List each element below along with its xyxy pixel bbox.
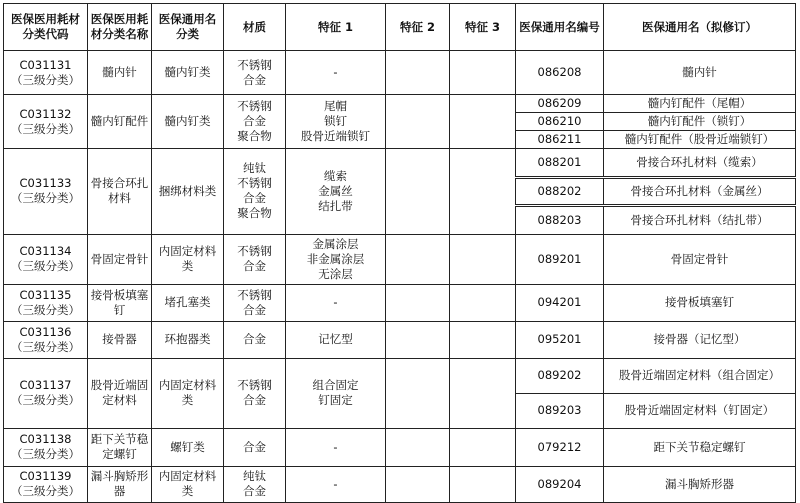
feature1-cell-line: 钉固定 xyxy=(318,393,353,408)
generic-name-cell: 接骨板填塞钉 xyxy=(604,284,796,321)
generic-code-cell: 089201 xyxy=(516,234,604,284)
name-cell: 接骨板填塞钉 xyxy=(88,284,152,321)
generic-code-cell: 088201 xyxy=(516,149,604,178)
feature1-cell-line: 金属涂层 xyxy=(312,236,359,251)
feature1-cell-line: 无涂层 xyxy=(318,266,353,281)
name-cell: 股骨近端固定材料 xyxy=(88,358,152,428)
table-row xyxy=(4,358,796,393)
generic-name-cell: 髓内钉配件（尾帽） xyxy=(604,95,796,113)
feature1-cell xyxy=(286,358,386,428)
code-cell-line: C031132 xyxy=(19,106,72,121)
material-cell xyxy=(224,428,286,466)
code-cell xyxy=(4,234,88,284)
category-cell: 髓内钉类 xyxy=(152,95,224,149)
feature1-cell-line: 金属丝 xyxy=(318,183,353,198)
material-cell xyxy=(224,51,286,95)
material-cell-line: 不锈钢 xyxy=(237,99,272,113)
code-cell-line: （三级分类） xyxy=(11,121,80,136)
feature1-cell-line: 记忆型 xyxy=(318,332,353,347)
name-cell: 接骨器 xyxy=(88,321,152,358)
feature3-cell xyxy=(450,234,516,284)
generic-code-cell: 089202 xyxy=(516,358,604,393)
code-cell xyxy=(4,321,88,358)
material-cell xyxy=(224,466,286,502)
generic-name-cell: 骨接合环扎材料（金属丝） xyxy=(604,177,796,206)
feature1-cell-line: 锁钉 xyxy=(324,114,347,128)
code-cell xyxy=(4,428,88,466)
table-body xyxy=(4,51,796,503)
code-cell-line: C031138 xyxy=(19,432,72,447)
generic-code-cell: 089204 xyxy=(516,466,604,502)
feature1-cell-line: 非金属涂层 xyxy=(306,251,365,266)
classification-table xyxy=(3,3,796,503)
header-code: 医保医用耗材分类代码 xyxy=(4,4,88,51)
feature2-cell xyxy=(386,149,450,235)
table-row xyxy=(4,284,796,321)
category-cell: 环抱器类 xyxy=(152,321,224,358)
generic-name-cell: 骨接合环扎材料（缆索） xyxy=(604,149,796,178)
feature3-cell xyxy=(450,466,516,502)
material-cell-line: 不锈钢 xyxy=(237,57,272,72)
feature1-cell xyxy=(286,51,386,95)
feature3-cell xyxy=(450,321,516,358)
name-cell: 髓内针 xyxy=(88,51,152,95)
generic-code-cell: 088203 xyxy=(516,206,604,235)
material-cell-line: 合金 xyxy=(243,259,266,274)
generic-code-cell: 086210 xyxy=(516,113,604,131)
feature1-cell xyxy=(286,149,386,235)
generic-name-cell: 接骨器（记忆型） xyxy=(604,321,796,358)
generic-code-cell: 086211 xyxy=(516,131,604,149)
category-cell: 髓内钉类 xyxy=(152,51,224,95)
code-cell xyxy=(4,358,88,428)
generic-name-cell: 股骨近端固定材料（钉固定） xyxy=(604,393,796,428)
material-cell-line: 纯钛 xyxy=(243,469,266,484)
feature3-cell xyxy=(450,284,516,321)
feature2-cell xyxy=(386,51,450,95)
header-generic-name: 医保通用名（拟修订） xyxy=(604,4,796,51)
generic-name-cell: 髓内钉配件（锁钉） xyxy=(604,113,796,131)
generic-name-cell: 距下关节稳定螺钉 xyxy=(604,428,796,466)
code-cell-line: C031131 xyxy=(19,57,72,72)
header-name: 医保医用耗材分类名称 xyxy=(88,4,152,51)
material-cell xyxy=(224,284,286,321)
material-cell-line: 合金 xyxy=(243,439,266,454)
material-cell-line: 纯钛 xyxy=(243,161,266,176)
generic-code-cell: 095201 xyxy=(516,321,604,358)
material-cell xyxy=(224,358,286,428)
name-cell: 漏斗胸矫形器 xyxy=(88,466,152,502)
code-cell-line: C031135 xyxy=(19,287,72,302)
header-feature1: 特征 1 xyxy=(286,4,386,51)
header-material: 材质 xyxy=(224,4,286,51)
feature3-cell xyxy=(450,95,516,149)
generic-name-cell: 髓内针 xyxy=(604,51,796,95)
material-cell-line: 合金 xyxy=(243,114,266,128)
material-cell xyxy=(224,234,286,284)
code-cell-line: （三级分类） xyxy=(11,191,80,206)
header-feature2: 特征 2 xyxy=(386,4,450,51)
code-cell-line: （三级分类） xyxy=(11,339,80,354)
name-cell: 骨固定骨针 xyxy=(88,234,152,284)
material-cell xyxy=(224,321,286,358)
material-cell-line: 聚合物 xyxy=(237,206,272,221)
feature1-cell-line: - xyxy=(333,65,338,79)
feature1-cell-line: 组合固定 xyxy=(312,378,359,393)
code-cell-line: （三级分类） xyxy=(11,72,80,87)
code-cell xyxy=(4,95,88,149)
feature1-cell-line: - xyxy=(333,295,338,310)
material-cell-line: 合金 xyxy=(243,484,266,499)
name-cell: 距下关节稳定螺钉 xyxy=(88,428,152,466)
table-row xyxy=(4,95,796,113)
header-category: 医保通用名分类 xyxy=(152,4,224,51)
category-cell: 内固定材料类 xyxy=(152,234,224,284)
name-cell: 骨接合环扎材料 xyxy=(88,149,152,235)
generic-code-cell: 094201 xyxy=(516,284,604,321)
generic-name-cell: 骨接合环扎材料（结扎带） xyxy=(604,206,796,235)
generic-code-cell: 086208 xyxy=(516,51,604,95)
feature1-cell-line: - xyxy=(333,439,338,454)
code-cell-line: C031136 xyxy=(19,324,72,339)
feature1-cell xyxy=(286,466,386,502)
feature2-cell xyxy=(386,358,450,428)
header-feature3: 特征 3 xyxy=(450,4,516,51)
feature2-cell xyxy=(386,234,450,284)
feature2-cell xyxy=(386,321,450,358)
code-cell-line: C031139 xyxy=(19,469,72,484)
material-cell-line: 不锈钢 xyxy=(237,378,272,393)
material-cell-line: 不锈钢 xyxy=(237,244,272,259)
generic-code-cell: 079212 xyxy=(516,428,604,466)
code-cell-line: （三级分类） xyxy=(11,484,80,499)
header-row xyxy=(4,4,796,51)
feature3-cell xyxy=(450,51,516,95)
feature1-cell-line: - xyxy=(333,476,338,491)
material-cell xyxy=(224,95,286,149)
name-cell: 髓内钉配件 xyxy=(88,95,152,149)
feature1-cell xyxy=(286,284,386,321)
category-cell: 内固定材料类 xyxy=(152,466,224,502)
feature1-cell-line: 结扎带 xyxy=(318,198,353,213)
code-cell-line: （三级分类） xyxy=(11,259,80,274)
feature1-cell xyxy=(286,234,386,284)
feature1-cell-line: 股骨近端锁钉 xyxy=(301,129,370,143)
feature2-cell xyxy=(386,284,450,321)
feature3-cell xyxy=(450,358,516,428)
feature1-cell-line: 尾帽 xyxy=(324,99,347,113)
code-cell-line: （三级分类） xyxy=(11,393,80,408)
category-cell: 捆绑材料类 xyxy=(152,149,224,235)
code-cell-line: C031133 xyxy=(19,176,72,191)
generic-code-cell: 089203 xyxy=(516,393,604,428)
code-cell-line: C031137 xyxy=(19,378,72,393)
generic-name-cell: 髓内钉配件（股骨近端锁钉） xyxy=(604,131,796,149)
material-cell-line: 聚合物 xyxy=(237,129,272,143)
code-cell xyxy=(4,466,88,502)
code-cell xyxy=(4,51,88,95)
generic-name-cell: 骨固定骨针 xyxy=(604,234,796,284)
table-row xyxy=(4,234,796,284)
table-row xyxy=(4,321,796,358)
material-cell-line: 合金 xyxy=(243,72,266,87)
header-generic-code: 医保通用名编号 xyxy=(516,4,604,51)
generic-name-cell: 股骨近端固定材料（组合固定） xyxy=(604,358,796,393)
table-row xyxy=(4,428,796,466)
material-cell xyxy=(224,149,286,235)
generic-code-cell: 086209 xyxy=(516,95,604,113)
feature1-cell-line: 缆索 xyxy=(324,168,347,183)
code-cell-line: （三级分类） xyxy=(11,302,80,317)
feature3-cell xyxy=(450,149,516,235)
table-row xyxy=(4,51,796,95)
category-cell: 堵孔塞类 xyxy=(152,284,224,321)
material-cell-line: 合金 xyxy=(243,302,266,317)
generic-code-cell: 088202 xyxy=(516,177,604,206)
material-cell-line: 不锈钢 xyxy=(237,176,272,191)
category-cell: 内固定材料类 xyxy=(152,358,224,428)
feature2-cell xyxy=(386,95,450,149)
code-cell-line: C031134 xyxy=(19,244,72,259)
material-cell-line: 合金 xyxy=(243,191,266,206)
material-cell-line: 合金 xyxy=(243,393,266,408)
table-row xyxy=(4,149,796,178)
feature2-cell xyxy=(386,428,450,466)
material-cell-line: 合金 xyxy=(243,332,266,347)
feature2-cell xyxy=(386,466,450,502)
feature1-cell xyxy=(286,95,386,149)
category-cell: 螺钉类 xyxy=(152,428,224,466)
feature1-cell xyxy=(286,321,386,358)
generic-name-cell: 漏斗胸矫形器 xyxy=(604,466,796,502)
code-cell xyxy=(4,149,88,235)
material-cell-line: 不锈钢 xyxy=(237,287,272,302)
code-cell xyxy=(4,284,88,321)
table-row xyxy=(4,466,796,502)
feature3-cell xyxy=(450,428,516,466)
feature1-cell xyxy=(286,428,386,466)
code-cell-line: （三级分类） xyxy=(11,447,80,462)
